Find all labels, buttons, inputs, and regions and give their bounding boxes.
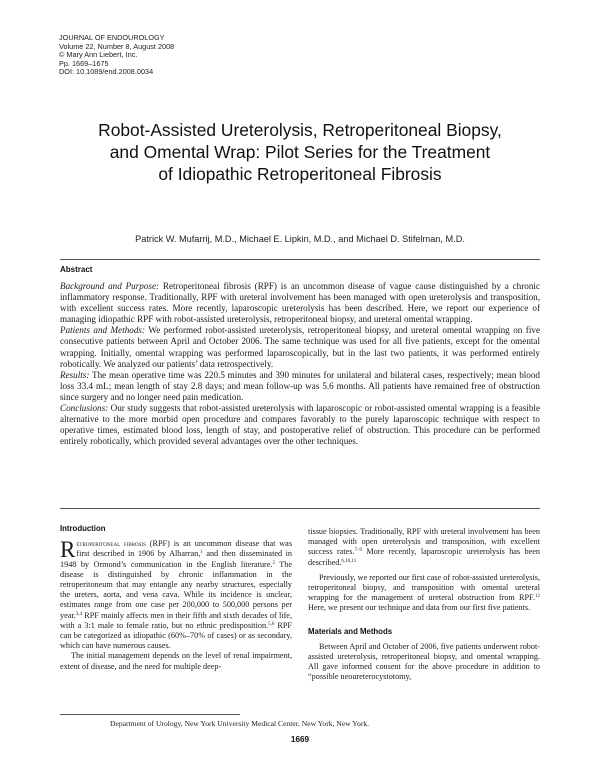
journal-doi: DOI: 10.1089/end.2008.0034 xyxy=(59,67,154,77)
journal-pages: Pp. 1669–1675 xyxy=(59,58,109,68)
conclusions-label: Conclusions: xyxy=(60,403,109,414)
background-text: Retroperitoneal fibrosis (RPF) is an uncommon disease of vague cause distinguished by a chronic inflammatory response. Traditionally, RPF with ureteral involvement has been managed with open ureterolysis and transposition, with excellent success rates. More recently, laparoscopic ureterolysis has been described. Here, we report our experience of managing idiopathic RPF with robot-assisted ureterolysis, retroperitoneal biopsy, and ureteral omental wrapping. xyxy=(60,281,540,325)
journal-header xyxy=(59,34,174,77)
methods-paragraph-1: Between April and October of 2006, five patients underwent robot-assisted ureterolysis, retroperitoneal biopsy, and omental wrapping. All gave informed consent for the above procedure in addition to “possible neoureterocystotomy, xyxy=(308,641,540,682)
title-line: and Omental Wrap: Pilot Series for the Treatment xyxy=(109,142,491,162)
journal-name: JOURNAL OF ENDOUROLOGY xyxy=(59,33,165,42)
affiliation-footnote: Department of Urology, New York University Medical Center, New York, New York. xyxy=(110,719,370,728)
results-text: The mean operative time was 220.5 minutes and 390 minutes for unilateral and bilateral cases, respectively; mean blood loss 33.4 mL; mean length of stay 2.8 days; and mean follow-up was 5.6 months. All patients have remained free of obstruction since surgery and no longer need pain medication. xyxy=(60,369,540,402)
conclusions-text: Our study suggests that robot-assisted ureterolysis with laparoscopic or robot-assisted omental wrapping is a feasible alternative to the more morbid open procedure and compares favorably to the purely laparoscopic technique with respect to operative times, estimated blood loss, length of stay, and postoperative relief of obstruction. This procedure can be performed entirely robotically, which provided several advantages over the other techniques. xyxy=(60,403,540,447)
abstract-background xyxy=(60,281,540,325)
title-line: Robot-Assisted Ureterolysis, Retroperitoneal Biopsy, xyxy=(98,120,502,140)
journal-volume: Volume 22, Number 8, August 2008 xyxy=(59,41,175,51)
methods-text: We performed robot-assisted ureterolysis, retroperitoneal biopsy, and ureteral omental wrapping on five consecutive patients between April and October 2006. The same technique was used for all five patients, except for the omental wrapping. Initially, omental wrapping was performed laparoscopically, but in the last two patients, it was performed entirely robotically. We analyzed our patients’ data retrospectively. xyxy=(60,325,540,369)
methods-label: Patients and Methods: xyxy=(60,325,146,336)
abstract-conclusions xyxy=(60,403,540,447)
drop-cap: R xyxy=(60,537,76,563)
intro-paragraph-2-start: The initial management depends on the level of renal impairment, extent of disease, and the need for multiple deep- xyxy=(60,651,292,671)
abstract-methods xyxy=(60,325,540,369)
intro-paragraph-1: Retroperitoneal fibrosis (RPF) is an uncommon disease that was first described in 1906 by Albarran,$^1$ and then disseminated in 1948 by Ormond’s communication in the English literature.$^2$ The disease is distinguished by chronic inflammation in the retroperitoneum that may entangle any nearby structures, especially the ureters, aorta, and vena cava. While its incidence is unclear, estimates range from one case per 200,000 to 500,000 persons per year.$^{3,4}$ RPF mainly affects men in their fifth and sixth decades of life, with a 3:1 male to female ratio, but no ethnic predisposition.$^{5,6}$ RPF can be categorized as idiopathic (60%–70% of cases) or as secondary, which can have numerous causes. xyxy=(60,537,293,651)
introduction-heading: Introduction xyxy=(60,524,106,533)
intro-lead-smallcaps: etroperitoneal fibrosis xyxy=(76,539,146,549)
abstract-results xyxy=(60,370,540,403)
author-list: Patrick W. Mufarrij, M.D., Michael E. Lipkin, M.D., and Michael D. Stifelman, M.D. xyxy=(135,234,465,244)
intro-paragraph-3: Previously, we reported our first case of robot-assisted ureterolysis, retroperitoneal biopsy, and transposition with omental ureteral wrapping for the management of ureteral obstruction from RPF.$^{12}$ Here, we present our technique and data from our first five patients. xyxy=(308,572,540,613)
abstract-top-rule xyxy=(60,259,540,260)
background-label: Background and Purpose: xyxy=(60,281,160,291)
abstract-bottom-rule xyxy=(60,508,540,509)
abstract-heading: Abstract xyxy=(60,265,93,274)
right-column xyxy=(308,527,540,683)
results-label: Results: xyxy=(60,369,90,380)
abstract-body xyxy=(60,281,540,447)
article-title xyxy=(60,119,540,185)
footnote-rule xyxy=(60,714,240,715)
methods-heading: Materials and Methods xyxy=(308,626,393,636)
journal-copyright: © Mary Ann Liebert, Inc. xyxy=(59,50,138,60)
left-column xyxy=(60,524,292,672)
intro-paragraph-2-end: tissue biopsies. Traditionally, RPF with ureteral involvement has been managed with open ureterolysis and transposition, with excellent success rates.$^{7-9}$ More recently, laparoscopic ureterolysis has been described.$^{6,10,11}$ xyxy=(308,527,540,567)
page-number: 1669 xyxy=(290,735,310,744)
title-line: of Idiopathic Retroperitoneal Fibrosis xyxy=(158,164,442,184)
